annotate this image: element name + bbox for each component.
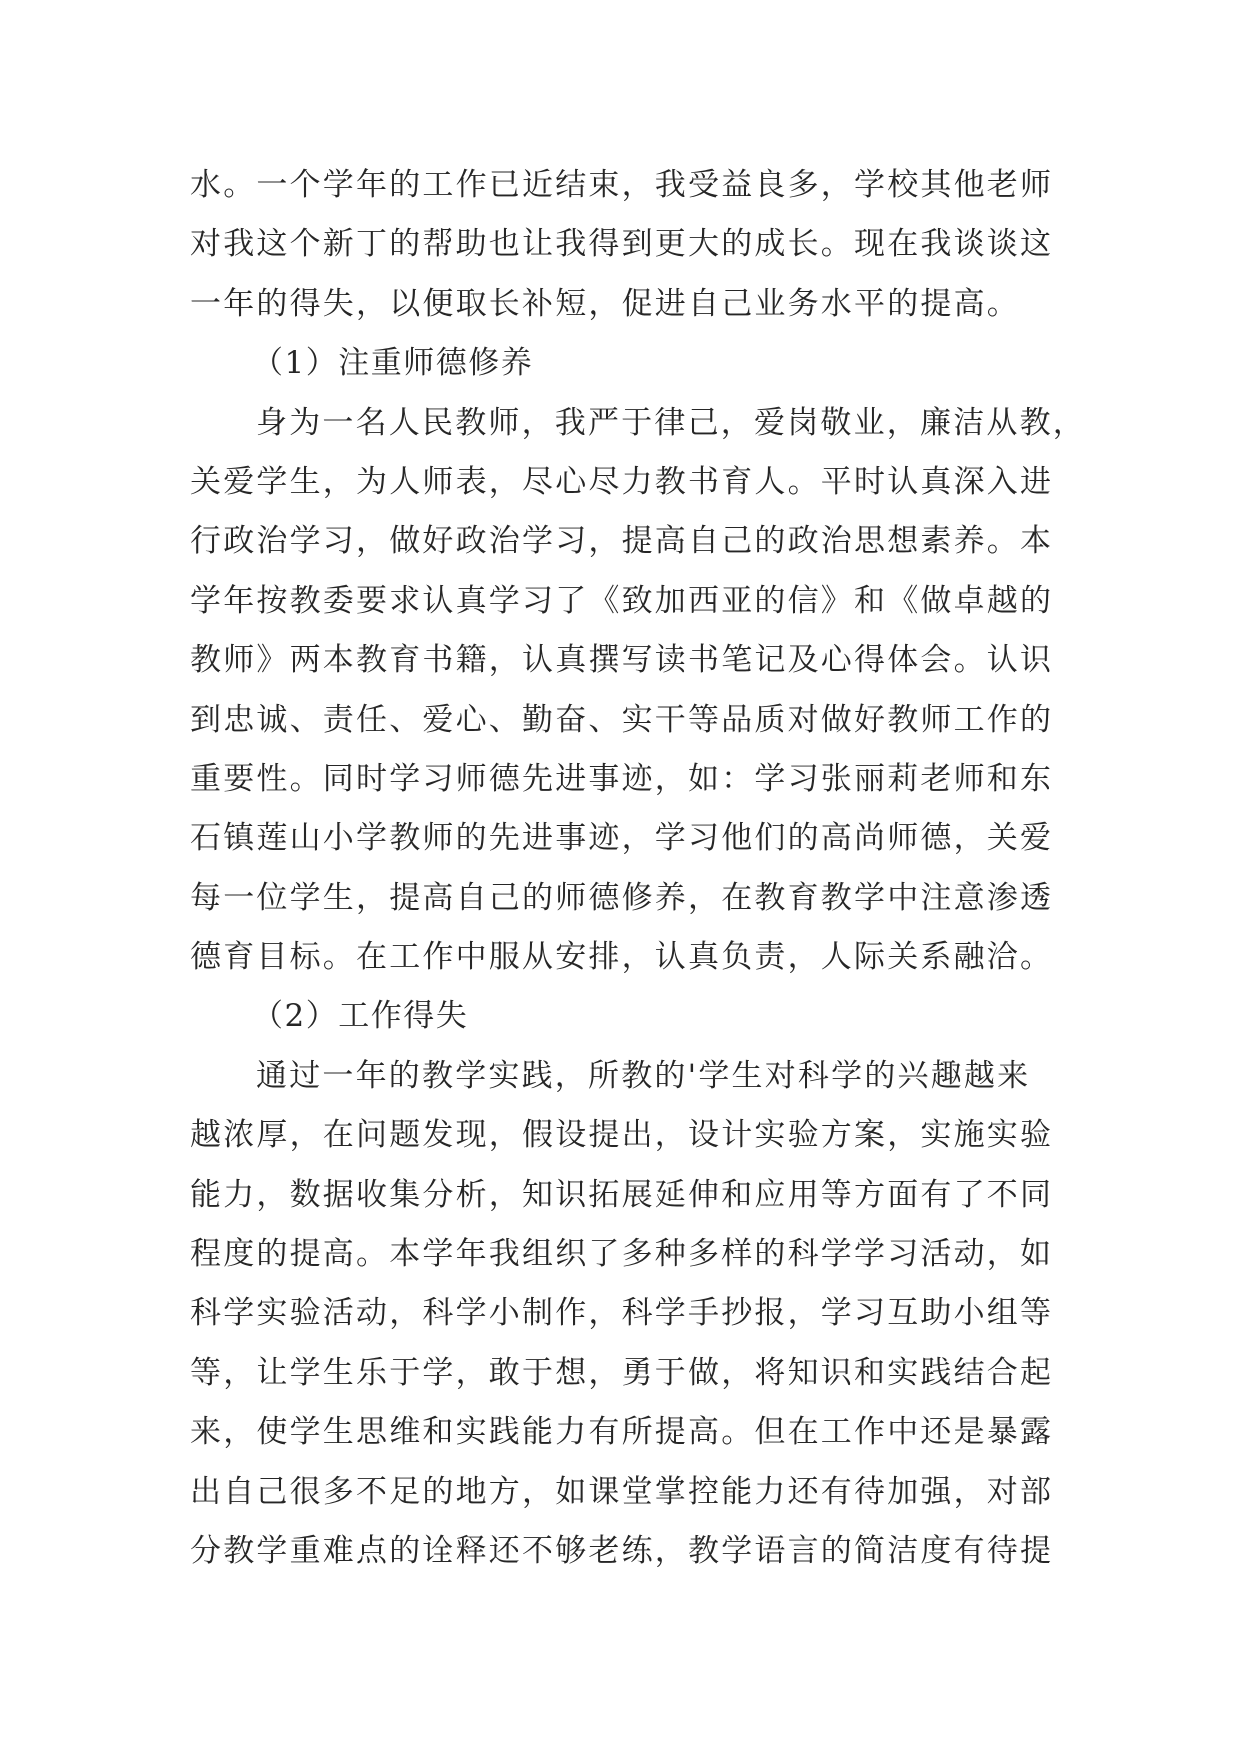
paragraph-line: 身为一名人民教师，我严于律己，爱岗敬业，廉洁从教，: [256, 404, 1086, 441]
document-body: [190, 156, 1086, 1581]
paragraph-line: 德育目标。在工作中服从安排，认真负责，人际关系融洽。: [190, 939, 1054, 976]
paragraph-line: 来，使学生思维和实践能力有所提高。但在工作中还是暴露: [190, 1414, 1054, 1451]
paragraph-line: 石镇莲山小学教师的先进事迹，学习他们的高尚师德，关爱: [190, 820, 1054, 857]
paragraph-line: 分教学重难点的诠释还不够老练，教学语言的简洁度有待提: [190, 1532, 1054, 1569]
paragraph-line: 通过一年的教学实践，所教的'学生对科学的兴趣越来: [256, 1057, 1031, 1094]
paragraph-line: 每一位学生，提高自己的师德修养，在教育教学中注意渗透: [190, 879, 1054, 916]
paragraph-line: 出自己很多不足的地方，如课堂掌控能力还有待加强，对部: [190, 1473, 1054, 1510]
section-heading: （1）注重师德修养: [252, 345, 534, 382]
paragraph-line: 程度的提高。本学年我组织了多种多样的科学学习活动，如: [190, 1236, 1054, 1273]
paragraph-line: 水。一个学年的工作已近结束，我受益良多，学校其他老师: [190, 167, 1054, 203]
paragraph-line: 对我这个新丁的帮助也让我得到更大的成长。现在我谈谈这: [190, 226, 1054, 263]
paragraph-line: 到忠诚、责任、爱心、勤奋、实干等品质对做好教师工作的: [190, 701, 1054, 738]
paragraph-line: 能力，数据收集分析，知识拓展延伸和应用等方面有了不同: [190, 1176, 1054, 1213]
paragraph-line: 教师》两本教育书籍，认真撰写读书笔记及心得体会。认识: [190, 642, 1054, 679]
paragraph-line: 一年的得失，以便取长补短，促进自己业务水平的提高。: [190, 285, 1020, 322]
paragraph-line: 科学实验活动，科学小制作，科学手抄报，学习互助小组等: [190, 1295, 1054, 1332]
paragraph-line: 关爱学生，为人师表，尽心尽力教书育人。平时认真深入进: [190, 463, 1054, 500]
paragraph-line: 重要性。同时学习师德先进事迹，如：学习张丽莉老师和东: [190, 760, 1054, 797]
section-heading: （2）工作得失: [252, 998, 469, 1035]
paragraph-line: 行政治学习，做好政治学习，提高自己的政治思想素养。本: [190, 523, 1054, 560]
paragraph-line: 越浓厚，在问题发现，假设提出，设计实验方案，实施实验: [190, 1117, 1054, 1154]
paragraph-line: 学年按教委要求认真学习了《致加西亚的信》和《做卓越的: [190, 582, 1054, 619]
paragraph-line: 等，让学生乐于学，敢于想，勇于做，将知识和实践结合起: [190, 1354, 1054, 1391]
